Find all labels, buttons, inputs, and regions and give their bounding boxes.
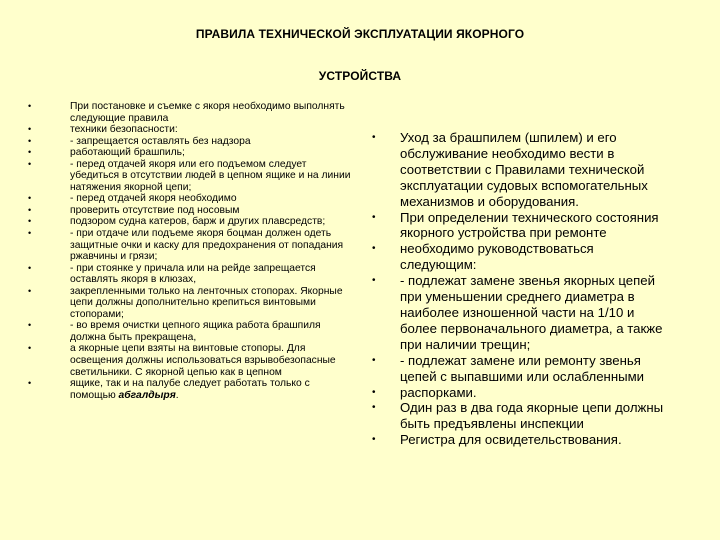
left-item-text: - перед отдачей якоря необходимо	[70, 193, 237, 205]
right-item-text: необходимо руководствоваться следующим:	[400, 241, 594, 273]
left-item	[28, 320, 358, 343]
left-item	[28, 286, 358, 321]
bullet-icon: •	[372, 275, 376, 287]
bullet-icon: •	[28, 135, 32, 146]
bullet-icon: •	[28, 158, 32, 169]
bullet-icon: •	[372, 402, 376, 414]
bullet-icon: •	[372, 132, 376, 143]
left-item	[28, 216, 358, 228]
left-column	[28, 101, 358, 401]
bullet-icon: •	[28, 204, 32, 215]
right-item-text: - подлежат замене или ремонту звенья цепей с выпавшими или ослабленными	[400, 352, 645, 384]
left-item-text: При постановке и съемке с якоря необходимо выполнять следующие правила	[70, 101, 345, 124]
left-item	[28, 101, 358, 124]
bullet-icon: •	[372, 434, 376, 446]
title-line-2: УСТРОЙСТВА	[318, 69, 402, 83]
left-item	[28, 205, 358, 217]
bullet-icon: •	[28, 101, 32, 111]
left-item-text: проверить отсутствие под носовым	[70, 204, 240, 216]
left-item	[28, 124, 358, 136]
right-item	[368, 385, 668, 401]
left-item-end: .	[175, 389, 179, 401]
right-column	[368, 130, 668, 448]
left-item-text: ящике, так и на палубе следует работать только с помощью	[70, 378, 310, 401]
left-item	[28, 136, 358, 148]
right-item-text: При определении технического состояния якорного устройства при ремонте	[400, 209, 659, 241]
left-item-text: закрепленными только на ленточных стопорах. Якорные цепи должны дополнительно крепиться винтовыми стопорами;	[70, 285, 343, 320]
left-item	[28, 343, 358, 378]
left-item-text: - во время очистки цепного ящика работа брашпиля должна быть прекращена,	[70, 320, 321, 343]
right-item	[368, 210, 668, 242]
right-item	[368, 241, 668, 273]
left-item-text: - запрещается оставлять без надзора	[70, 135, 251, 147]
title-line-1: ПРАВИЛА ТЕХНИЧЕСКОЙ ЭКСПЛУАТАЦИИ ЯКОРНОГО	[195, 27, 525, 41]
left-item-text: работающий брашпиль;	[70, 147, 185, 159]
right-item-text: распорками.	[400, 384, 477, 400]
left-item-text: - перед отдачей якоря или его подъемом следует убедиться в отсутствии людей в цепном ящике и на линии натяжения якорной цепи;	[70, 158, 351, 193]
left-item-text: - при отдаче или подъеме якоря боцман должен одеть защитные очки и каску для предохранения от попадания ржавчины и грязи;	[70, 228, 344, 263]
left-item-text: техники безопасности:	[70, 124, 178, 136]
bullet-icon: •	[28, 228, 32, 239]
emphasized-term: абгалдыря	[118, 389, 176, 401]
left-item	[28, 193, 358, 205]
left-item	[28, 159, 358, 194]
left-item	[28, 228, 358, 263]
right-item	[368, 353, 668, 385]
left-item	[28, 378, 358, 401]
right-item	[368, 432, 668, 448]
right-item-text: Регистра для освидетельствования.	[400, 432, 622, 448]
bullet-icon: •	[28, 216, 32, 227]
bullet-icon: •	[28, 378, 32, 389]
right-item-text: Один раз в два года якорные цепи должны быть предъявлены инспекции	[400, 400, 664, 432]
bullet-icon: •	[372, 354, 376, 366]
bullet-icon: •	[372, 243, 376, 255]
right-item-text: Уход за брашпилем (шпилем) и его обслуживание необходимо вести в соответствии с Правилами технической эксплуатации судовых вспомогательных механизмов и оборудования.	[400, 130, 648, 209]
bullet-icon: •	[28, 147, 32, 158]
bullet-icon: •	[28, 343, 32, 354]
bullet-icon: •	[28, 285, 32, 296]
left-item	[28, 263, 358, 286]
right-item	[368, 400, 668, 432]
left-item	[28, 147, 358, 159]
bullet-icon: •	[28, 262, 32, 273]
bullet-icon: •	[28, 193, 32, 204]
left-item-text: подзором судна катеров, барж и других плавсредств;	[70, 216, 326, 228]
bullet-icon: •	[28, 320, 32, 331]
right-item-text: - подлежат замене звенья якорных цепей при уменьшении среднего диаметра в наиболее изношенной части на 1/10 и более первоначального диаметра, а также при наличии трещин;	[400, 273, 663, 352]
bullet-icon: •	[372, 211, 376, 223]
right-item	[368, 273, 668, 353]
left-item-text: - при стоянке у причала или на рейде запрещается оставлять якоря в клюзах,	[70, 262, 316, 286]
bullet-icon: •	[372, 386, 376, 398]
bullet-icon: •	[28, 124, 32, 135]
left-item-text: а якорные цепи взяты на винтовые стопоры. Для освещения должны использоваться взрывобезопасные светильники. С якорной цепью как в цепном	[70, 343, 336, 378]
right-item	[368, 130, 668, 210]
